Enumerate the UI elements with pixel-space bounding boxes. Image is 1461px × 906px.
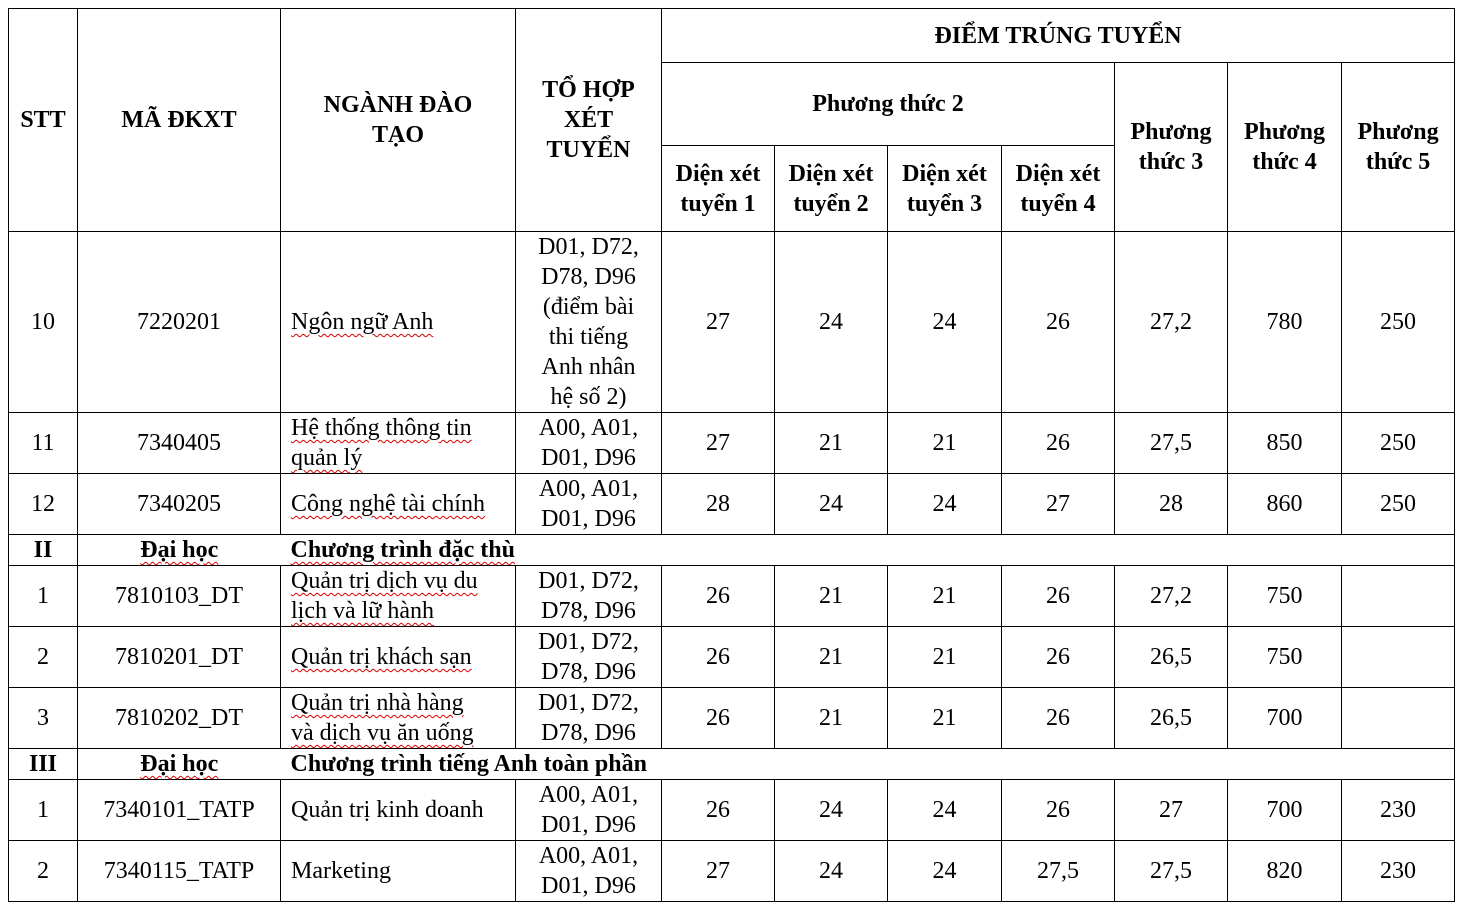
cell-pt3: 26,5 [1115, 688, 1228, 749]
header-phuong-thuc-3: Phương thức 3 [1115, 63, 1228, 232]
cell-dien-2: 24 [775, 232, 888, 413]
header-dien-xet-tuyen-3: Diện xét tuyển 3 [888, 146, 1002, 232]
cell-pt5: 230 [1342, 780, 1455, 841]
table-row [9, 474, 1455, 535]
header-diem-trung-tuyen: ĐIỂM TRÚNG TUYỂN [662, 9, 1455, 63]
cell-dien-2: 21 [775, 566, 888, 627]
cell-dien-1: 26 [662, 627, 775, 688]
cell-dien-2: 24 [775, 780, 888, 841]
cell-nganh: Marketing [281, 841, 516, 902]
cell-dien-3: 24 [888, 780, 1002, 841]
cell-dien-4: 26 [1002, 413, 1115, 474]
header-stt: STT [9, 9, 78, 232]
cell-dien-2: 21 [775, 413, 888, 474]
cell-dien-2: 24 [775, 474, 888, 535]
header-phuong-thuc-4: Phương thức 4 [1228, 63, 1342, 232]
table-row [9, 627, 1455, 688]
cell-dien-3: 24 [888, 474, 1002, 535]
cell-pt5: 250 [1342, 474, 1455, 535]
cell-pt4: 850 [1228, 413, 1342, 474]
header-dien-xet-tuyen-1: Diện xét tuyển 1 [662, 146, 775, 232]
cell-pt4: 700 [1228, 780, 1342, 841]
cell-dien-4: 27,5 [1002, 841, 1115, 902]
cell-pt3: 28 [1115, 474, 1228, 535]
cell-ma: 7340101_TATP [78, 780, 281, 841]
cell-dien-3: 21 [888, 627, 1002, 688]
section-level: Đại học [78, 535, 281, 566]
header-ma-dkxt: MÃ ĐKXT [78, 9, 281, 232]
cell-tohop: D01, D72, D78, D96 (điểm bài thi tiếng Anh nhân hệ số 2) [516, 232, 662, 413]
cell-dien-2: 21 [775, 688, 888, 749]
cell-nganh: Quản trị khách sạn [281, 627, 516, 688]
section-row [9, 535, 1455, 566]
cell-pt3: 27,2 [1115, 566, 1228, 627]
cell-ma: 7810103_DT [78, 566, 281, 627]
cell-tohop: D01, D72, D78, D96 [516, 566, 662, 627]
cell-stt: 1 [9, 780, 78, 841]
cell-dien-4: 26 [1002, 627, 1115, 688]
section-row [9, 749, 1455, 780]
cell-dien-1: 26 [662, 688, 775, 749]
cell-dien-1: 27 [662, 841, 775, 902]
cell-ma: 7340115_TATP [78, 841, 281, 902]
cell-dien-3: 21 [888, 688, 1002, 749]
header-nganh-dao-tao: NGÀNH ĐÀO TẠO [281, 9, 516, 232]
cell-nganh: Công nghệ tài chính [281, 474, 516, 535]
cell-tohop: D01, D72, D78, D96 [516, 688, 662, 749]
cell-ma: 7340405 [78, 413, 281, 474]
cell-nganh: Ngôn ngữ Anh [281, 232, 516, 413]
cell-ma: 7220201 [78, 232, 281, 413]
cell-pt3: 27,5 [1115, 413, 1228, 474]
cell-pt4: 750 [1228, 566, 1342, 627]
cell-nganh: Quản trị nhà hàng và dịch vụ ăn uống [281, 688, 516, 749]
cell-dien-3: 21 [888, 413, 1002, 474]
table-row [9, 566, 1455, 627]
cell-pt3: 27,2 [1115, 232, 1228, 413]
table-row [9, 413, 1455, 474]
cell-dien-2: 21 [775, 627, 888, 688]
cell-pt5 [1342, 627, 1455, 688]
section-title: Chương trình tiếng Anh toàn phần [281, 749, 1455, 780]
table-row [9, 841, 1455, 902]
cell-tohop: A00, A01, D01, D96 [516, 780, 662, 841]
cell-dien-3: 21 [888, 566, 1002, 627]
cell-dien-4: 26 [1002, 566, 1115, 627]
header-phuong-thuc-5: Phương thức 5 [1342, 63, 1455, 232]
cell-pt5 [1342, 688, 1455, 749]
cell-tohop: D01, D72, D78, D96 [516, 627, 662, 688]
cell-stt: 2 [9, 841, 78, 902]
cell-pt5 [1342, 566, 1455, 627]
cell-dien-4: 26 [1002, 688, 1115, 749]
cell-nganh: Hệ thống thông tin quản lý [281, 413, 516, 474]
cell-pt5: 250 [1342, 413, 1455, 474]
cell-nganh: Quản trị dịch vụ du lịch và lữ hành [281, 566, 516, 627]
cell-tohop: A00, A01, D01, D96 [516, 841, 662, 902]
cell-dien-1: 26 [662, 780, 775, 841]
cell-pt5: 230 [1342, 841, 1455, 902]
header-phuong-thuc-2: Phương thức 2 [662, 63, 1115, 146]
cell-pt3: 27,5 [1115, 841, 1228, 902]
cell-pt3: 27 [1115, 780, 1228, 841]
cell-stt: 12 [9, 474, 78, 535]
table-row [9, 232, 1455, 413]
cell-tohop: A00, A01, D01, D96 [516, 413, 662, 474]
cell-pt3: 26,5 [1115, 627, 1228, 688]
cell-dien-4: 26 [1002, 780, 1115, 841]
header-to-hop-xet-tuyen: TỔ HỢP XÉT TUYỂN [516, 9, 662, 232]
cell-ma: 7810201_DT [78, 627, 281, 688]
header-dien-xet-tuyen-2: Diện xét tuyển 2 [775, 146, 888, 232]
cell-dien-3: 24 [888, 232, 1002, 413]
cell-pt4: 820 [1228, 841, 1342, 902]
cell-dien-1: 27 [662, 232, 775, 413]
cell-stt: 2 [9, 627, 78, 688]
cell-dien-1: 27 [662, 413, 775, 474]
cell-ma: 7810202_DT [78, 688, 281, 749]
table-row [9, 688, 1455, 749]
cell-nganh: Quản trị kinh doanh [281, 780, 516, 841]
cell-dien-1: 28 [662, 474, 775, 535]
cell-pt5: 250 [1342, 232, 1455, 413]
cell-stt: 10 [9, 232, 78, 413]
cell-tohop: A00, A01, D01, D96 [516, 474, 662, 535]
cell-dien-3: 24 [888, 841, 1002, 902]
admission-scores-table [8, 8, 1455, 902]
cell-dien-1: 26 [662, 566, 775, 627]
cell-stt: 1 [9, 566, 78, 627]
cell-pt4: 700 [1228, 688, 1342, 749]
cell-stt: 3 [9, 688, 78, 749]
cell-pt4: 860 [1228, 474, 1342, 535]
section-stt: III [9, 749, 78, 780]
cell-pt4: 780 [1228, 232, 1342, 413]
section-title: Chương trình đặc thù [281, 535, 1455, 566]
table-row [9, 780, 1455, 841]
cell-dien-4: 27 [1002, 474, 1115, 535]
cell-pt4: 750 [1228, 627, 1342, 688]
cell-dien-4: 26 [1002, 232, 1115, 413]
cell-ma: 7340205 [78, 474, 281, 535]
section-stt: II [9, 535, 78, 566]
section-level: Đại học [78, 749, 281, 780]
cell-dien-2: 24 [775, 841, 888, 902]
cell-stt: 11 [9, 413, 78, 474]
header-dien-xet-tuyen-4: Diện xét tuyển 4 [1002, 146, 1115, 232]
